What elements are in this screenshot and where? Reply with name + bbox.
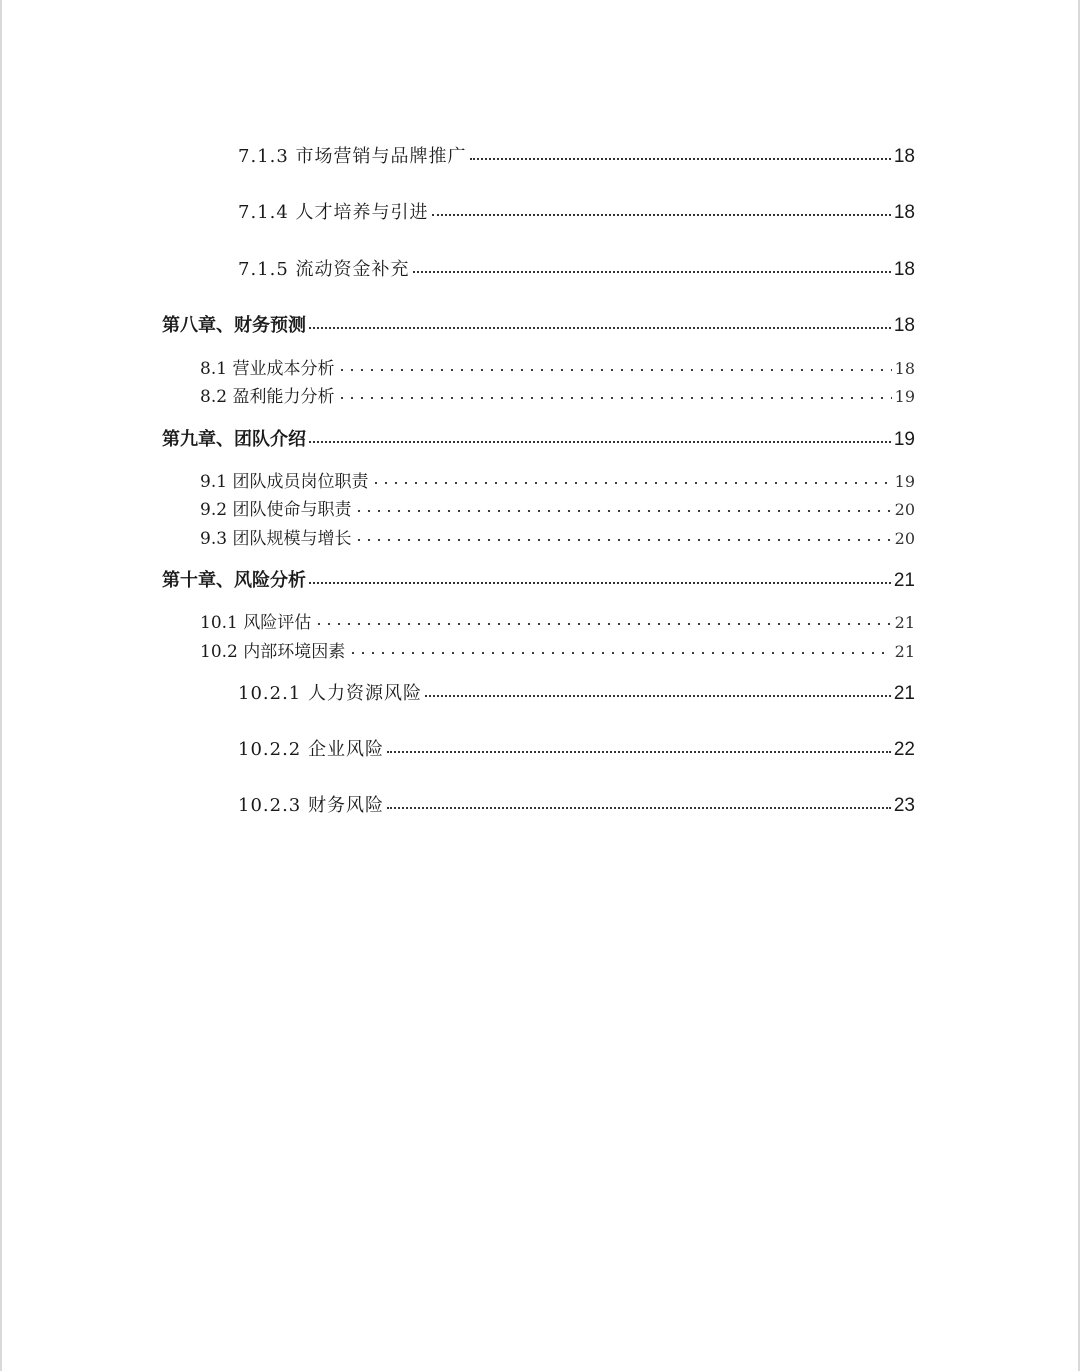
toc-entry-8-1[interactable] (200, 354, 915, 379)
toc-entry-title: 10.2.1 人力资源风险 (238, 683, 422, 704)
toc-entry-page: 20 (894, 500, 915, 519)
toc-entry-10-2-1[interactable] (238, 679, 915, 705)
page-edge-left (0, 0, 2, 1371)
dot-leader (309, 568, 891, 586)
toc-entry-page: 19 (893, 429, 915, 450)
toc-entry-title: 第九章、团队介绍 (162, 429, 306, 449)
toc-entry-page: 21 (894, 613, 915, 632)
toc-entry-title: 8.2 盈利能力分析 (200, 387, 335, 407)
toc-entry-title: 7.1.4 人才培养与引进 (238, 202, 429, 223)
toc-entry-page: 19 (894, 472, 915, 491)
toc-entry-7-1-4[interactable] (238, 198, 915, 224)
dot-leader (314, 611, 891, 628)
toc-entry-page: 18 (893, 202, 915, 223)
toc-entry-page: 19 (894, 387, 915, 406)
toc-entry-title: 7.1.3 市场营销与品牌推广 (238, 146, 467, 167)
toc-entry-title: 第八章、财务预测 (162, 315, 306, 335)
toc-entry-title: 9.1 团队成员岗位职责 (200, 472, 369, 492)
toc-entry-page: 18 (893, 146, 915, 167)
toc-entry-page: 21 (893, 570, 915, 591)
toc-entry-title: 10.2.3 财务风险 (238, 795, 384, 816)
toc-entry-9-1[interactable] (200, 467, 915, 492)
dot-leader (348, 640, 891, 657)
toc-entry-page: 21 (894, 642, 915, 661)
dot-leader (413, 257, 891, 275)
toc-entry-9-3[interactable] (200, 524, 915, 549)
toc-entry-page: 18 (894, 359, 915, 378)
toc-entry-page: 23 (893, 795, 915, 816)
toc-chapter-10[interactable] (162, 566, 915, 592)
dot-leader (387, 737, 891, 755)
dot-leader (337, 357, 891, 374)
toc-entry-10-1[interactable] (200, 608, 915, 633)
toc-entry-title: 10.2.2 企业风险 (238, 739, 384, 760)
toc-entry-title: 8.1 营业成本分析 (200, 359, 335, 379)
toc-entry-title: 7.1.5 流动资金补充 (238, 259, 410, 280)
toc-entry-10-2-3[interactable] (238, 791, 915, 817)
toc-entry-10-2[interactable] (200, 637, 915, 662)
dot-leader (470, 144, 891, 162)
toc-entry-page: 18 (893, 315, 915, 336)
dot-leader (425, 681, 891, 699)
toc-entry-title: 第十章、风险分析 (162, 570, 306, 590)
toc-entry-9-2[interactable] (200, 495, 915, 520)
toc-chapter-9[interactable] (162, 425, 915, 451)
toc-chapter-8[interactable] (162, 311, 915, 337)
dot-leader (309, 313, 891, 331)
dot-leader (309, 427, 891, 445)
toc-entry-title: 10.1 风险评估 (200, 613, 312, 633)
toc-entry-10-2-2[interactable] (238, 735, 915, 761)
toc-entry-7-1-3[interactable] (238, 142, 915, 168)
dot-leader (387, 793, 891, 811)
toc-entry-page: 20 (894, 529, 915, 548)
dot-leader (337, 385, 891, 402)
dot-leader (354, 498, 891, 515)
toc-entry-title: 9.3 团队规模与增长 (200, 529, 352, 549)
toc-entry-7-1-5[interactable] (238, 255, 915, 281)
dot-leader (371, 470, 891, 487)
toc-entry-8-2[interactable] (200, 382, 915, 407)
toc-entry-page: 21 (893, 683, 915, 704)
toc-entry-title: 9.2 团队使命与职责 (200, 500, 352, 520)
toc-entry-page: 18 (893, 259, 915, 280)
dot-leader (432, 200, 891, 218)
toc-entry-title: 10.2 内部环境因素 (200, 642, 346, 662)
toc-entry-page: 22 (893, 739, 915, 760)
dot-leader (354, 527, 891, 544)
